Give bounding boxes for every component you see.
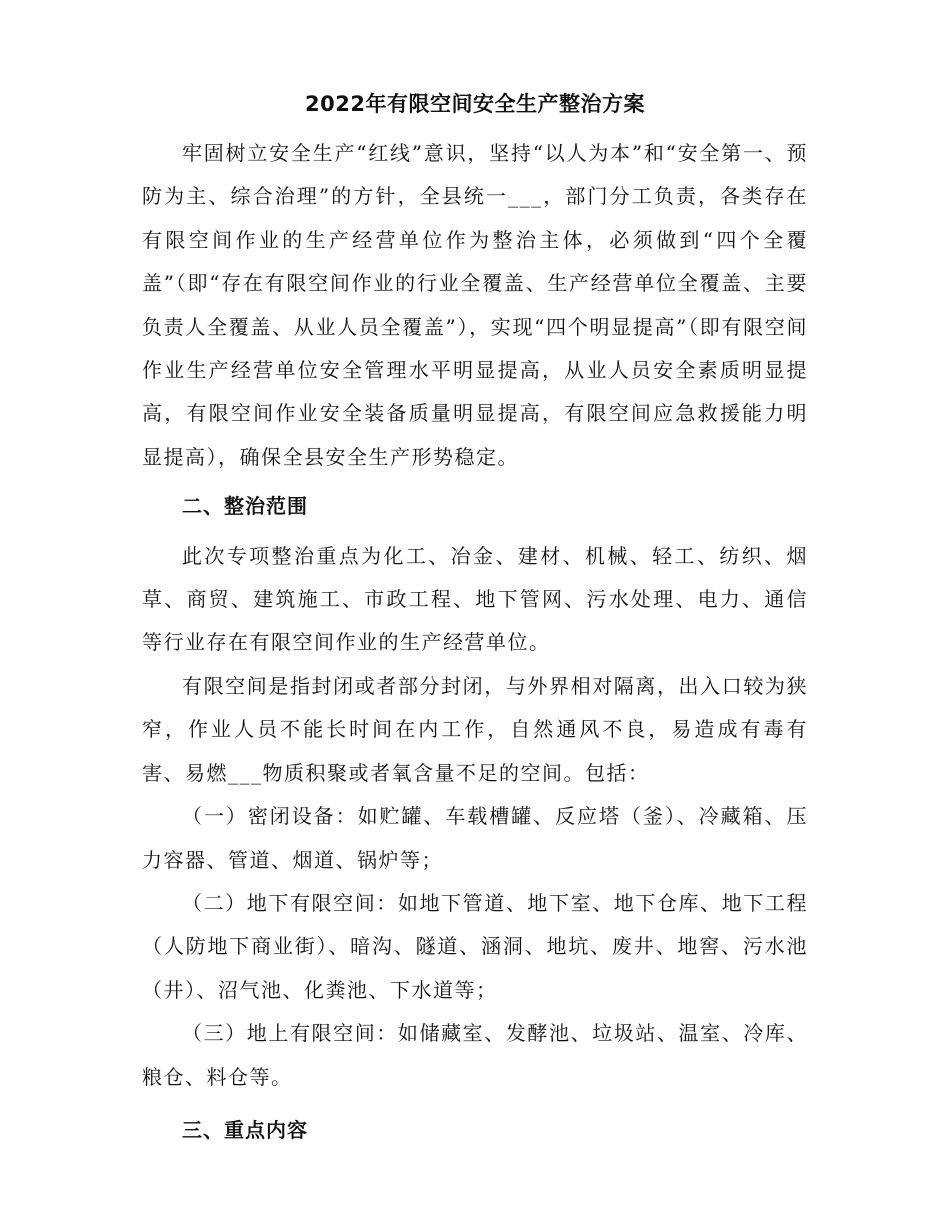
definition-paragraph: 有限空间是指封闭或者部分封闭，与外界相对隔离，出入口较为狭窄，作业人员不能长时间在内工作，自然通风不良，易造成有毒有害、易燃___物质积聚或者氧含量不足的空间。包括： [142, 673, 808, 785]
list-item-underground-space: （二）地下有限空间：如地下管道、地下室、地下仓库、地下工程（人防地下商业街）、暗沟、隧道、涵洞、地坑、废井、地窖、污水池（井）、沼气池、化粪池、下水道等； [142, 890, 808, 1002]
section-heading-key-content: 三、重点内容 [182, 1117, 308, 1142]
list-item-aboveground-space: （三）地上有限空间：如储藏室、发酵池、垃圾站、温室、冷库、粮仓、料仓等。 [142, 1021, 808, 1089]
scope-paragraph: 此次专项整治重点为化工、冶金、建材、机械、轻工、纺织、烟草、商贸、建筑施工、市政工程、地下管网、污水处理、电力、通信等行业存在有限空间作业的生产经营单位。 [142, 543, 808, 655]
section-heading-scope: 二、整治范围 [182, 494, 308, 519]
document-body [142, 132, 808, 1152]
list-item-sealed-equipment: （一）密闭设备：如贮罐、车载槽罐、反应塔（釜）、冷藏箱、压力容器、管道、烟道、锅炉等； [142, 804, 808, 872]
intro-paragraph: 牢固树立安全生产“红线”意识，坚持“以人为本”和“安全第一、预防为主、综合治理”的方针，全县统一___，部门分工负责，各类存在有限空间作业的生产经营单位作为整治主体，必须做到“四个全覆盖”（即“存在有限空间作业的行业全覆盖、生产经营单位全覆盖、主要负责人全覆盖、从业人员全覆盖”），实现“四个明显提高”（即有限空间作业生产经营单位安全管理水平明显提高，从业人员安全素质明显提高，有限空间作业安全装备质量明显提高，有限空间应急救援能力明显提高），确保全县安全生产形势稳定。 [142, 141, 808, 469]
document-title: 2022年有限空间安全生产整治方案 [305, 92, 645, 116]
